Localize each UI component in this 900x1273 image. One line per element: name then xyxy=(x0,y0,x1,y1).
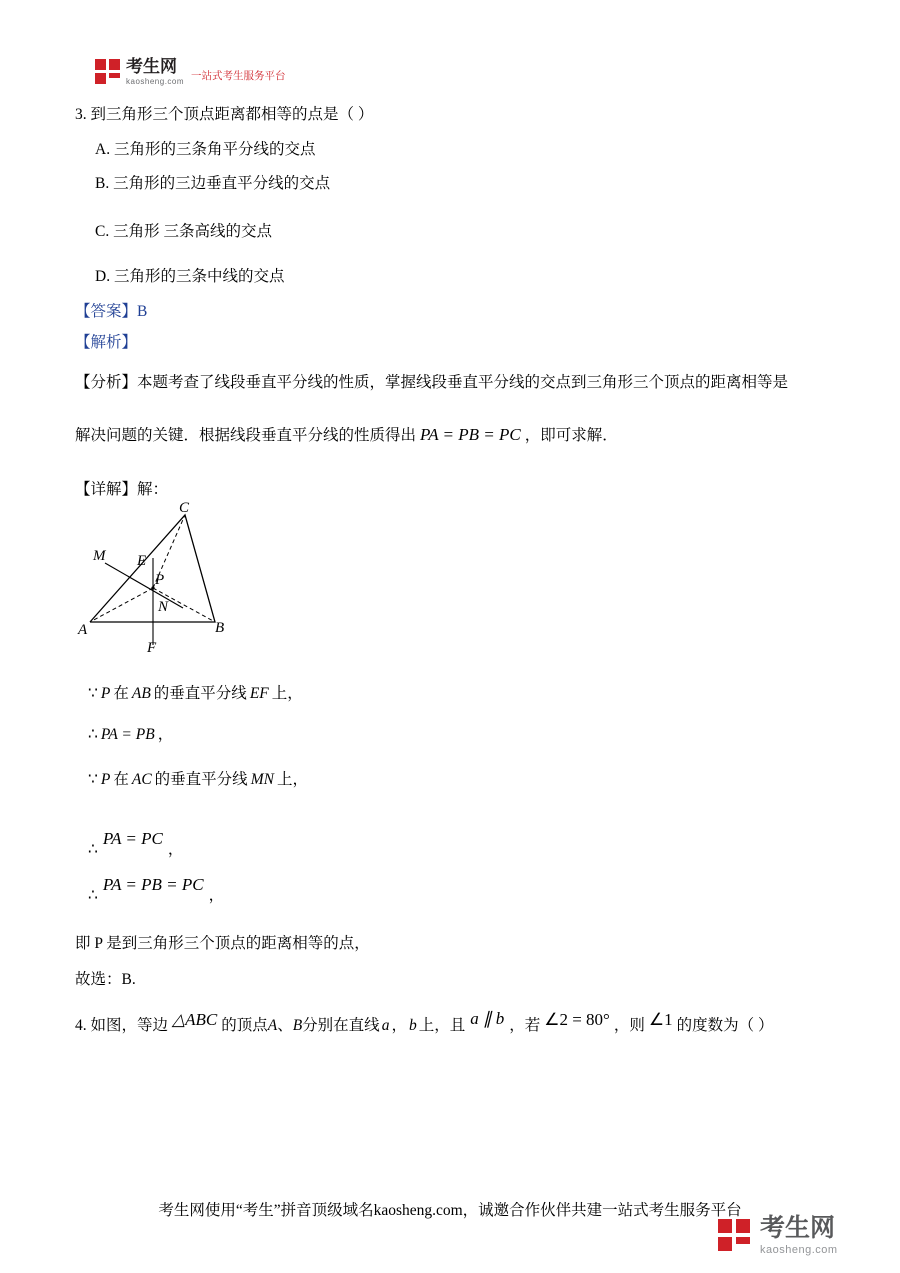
footer-logo-domain: kaosheng.com xyxy=(760,1244,838,1256)
question-3-option-a: A. 三角形的三条角平分线的交点 xyxy=(95,141,316,158)
proof-line-4 xyxy=(88,826,184,858)
figure-label-f: F xyxy=(147,640,157,656)
q4-triangle-abc: △ABC xyxy=(172,1010,218,1029)
proof-2-formula: PA = PB xyxy=(100,726,155,743)
figure-label-c: C xyxy=(179,500,190,516)
proof-1-ef: EF xyxy=(249,685,269,702)
conclusion-line-1: 即 P 是到三角形三个顶点的距离相等的点， xyxy=(75,935,370,952)
analysis-formula: PA = PB = PC xyxy=(420,425,521,444)
q4-line-a: a xyxy=(381,1017,390,1034)
proof-1-p: P xyxy=(100,685,111,702)
question-3-option-c: C. 三角形 三条高线的交点 xyxy=(95,223,272,240)
proof-2-prefix: ∴ xyxy=(88,726,98,743)
proof-line-2 xyxy=(88,723,173,746)
proof-line-3 xyxy=(88,768,308,791)
proof-1-t1: 在 xyxy=(113,685,129,702)
figure-label-p: P xyxy=(155,572,165,588)
analysis-text-2a: 解决问题的关键．根据线段垂直平分线的性质得出 xyxy=(75,427,417,444)
proof-4-prefix: ∴ xyxy=(88,841,98,858)
footer-logo-title: 考生网 xyxy=(760,1214,836,1242)
q4-line-b: b xyxy=(408,1017,417,1034)
proof-5-formula: PA = PB = PC xyxy=(102,875,204,894)
proof-5-prefix: ∴ xyxy=(88,887,98,904)
figure-label-b: B xyxy=(215,620,225,636)
figure-label-m: M xyxy=(93,548,106,564)
logo-slogan: 一站式考生服务平台 xyxy=(191,70,286,82)
analysis-paragraph-2 xyxy=(75,422,618,448)
proof-3-t2: 的垂直平分线 xyxy=(154,771,248,788)
proof-3-ac: AC xyxy=(131,771,152,788)
figure-label-e: E xyxy=(137,553,147,569)
question-3-stem: 3. 到三角形三个顶点距离都相等的点是（ ） xyxy=(75,106,374,123)
question-4-stem xyxy=(75,1009,774,1038)
proof-3-mn: MN xyxy=(250,771,274,788)
figure-label-a: A xyxy=(78,622,88,638)
conclusion-line-2: 故选：B. xyxy=(75,971,136,988)
analysis-paragraph-1 xyxy=(75,371,788,394)
triangle-figure-svg xyxy=(75,500,305,665)
q4-angle1-formula: ∠1 xyxy=(648,1010,673,1029)
proof-line-5 xyxy=(88,872,225,904)
analysis-label: 【解析】 xyxy=(75,334,138,351)
answer-label: 【答案】 xyxy=(75,303,138,320)
proof-3-t3: 上， xyxy=(276,771,308,788)
proof-4-tail: ， xyxy=(167,841,184,858)
q4-part8: ，则 xyxy=(613,1017,645,1034)
analysis-text-2b: ，即可求解． xyxy=(524,427,618,444)
proof-3-prefix: ∵ xyxy=(88,771,98,788)
q4-part7: ，若 xyxy=(509,1017,541,1034)
footer-logo-mark-icon xyxy=(718,1219,752,1253)
q4-part1: 4. 如图，等边 xyxy=(75,1017,169,1034)
answer-line xyxy=(75,300,147,323)
proof-5-tail: ， xyxy=(208,887,225,904)
q4-point-b: B xyxy=(292,1017,303,1034)
q4-part2: 的顶点 xyxy=(221,1017,268,1034)
footer-logo xyxy=(718,1216,838,1256)
proof-1-ab: AB xyxy=(131,685,151,702)
q4-parallel-formula: a ∥ b xyxy=(470,1009,505,1028)
analysis-text-1: 本题考查了线段垂直平分线的性质，掌握线段垂直平分线的交点到三角形三个顶点的距离相等是 xyxy=(137,374,789,391)
q4-point-a: A xyxy=(267,1017,278,1034)
logo-mark-icon xyxy=(95,59,121,85)
footer-logo-text xyxy=(760,1216,838,1256)
q4-part6: 上，且 xyxy=(418,1017,466,1034)
logo-title: 考生网 xyxy=(126,57,177,76)
q4-part9: 的度数为（ ） xyxy=(676,1017,774,1034)
proof-1-t3: 上， xyxy=(271,685,303,702)
q4-part4: 分别在直线 xyxy=(302,1017,380,1034)
q4-part3: 、 xyxy=(277,1017,293,1034)
proof-line-1 xyxy=(88,682,303,705)
figure-label-n: N xyxy=(158,599,169,615)
proof-2-tail: ， xyxy=(157,726,174,743)
analysis-head: 【分析】 xyxy=(75,374,138,391)
question-3-option-d: D. 三角形的三条中线的交点 xyxy=(95,268,285,285)
proof-3-p: P xyxy=(100,771,111,788)
logo-domain: kaosheng.com xyxy=(126,77,185,86)
answer-value: B xyxy=(137,303,148,320)
q4-angle2-formula: ∠2 = 80° xyxy=(544,1010,610,1029)
proof-1-t2: 的垂直平分线 xyxy=(153,685,247,702)
logo-text xyxy=(126,58,184,86)
proof-3-t1: 在 xyxy=(113,771,129,788)
question-3-option-b: B. 三角形的三边垂直平分线的交点 xyxy=(95,175,331,192)
proof-1-prefix: ∵ xyxy=(88,685,98,702)
detail-label: 【详解】解： xyxy=(75,481,169,498)
q4-part5: ， xyxy=(391,1017,407,1034)
proof-4-formula: PA = PC xyxy=(102,829,163,848)
site-logo xyxy=(95,58,286,86)
triangle-figure xyxy=(75,500,305,665)
footer-text: 考生网使用“考生”拼音顶级域名kaosheng.com，诚邀合作伙伴共建一站式考生服务平台 xyxy=(158,1202,742,1219)
